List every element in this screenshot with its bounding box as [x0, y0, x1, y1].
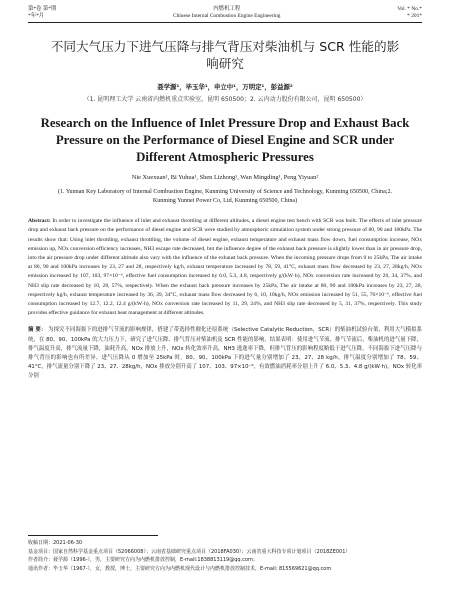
journal-name-cn: 内燃机工程: [213, 6, 241, 12]
footnote-funding: 基金项目：国家自然科学基金重点项目（52066008）；云南省基础研究重点项目（2018FA030）；云南省重大科技专项计划项目（2018ZE001）: [28, 548, 351, 555]
volume-issue-cn: 第*卷 第*期: [28, 6, 57, 12]
authors-cn: 聂学源¹，毕玉华¹，申立中¹，万明定¹，彭益源²: [157, 83, 293, 91]
running-head: [28, 0, 422, 20]
date-en: * 201*: [407, 13, 422, 19]
abstract-cn: [28, 326, 422, 381]
footnote-corresponding: 通讯作者：毕玉华（1967-），女，教授，博士，主要研究方向为内燃机现代设计与内燃机排放控制技术，E-mail: 815569621@qq.com: [28, 565, 332, 572]
paper-title-cn: 不同大气压力下进气压降与排气背压对柴油机与 SCR 性能的影响研究: [50, 39, 400, 71]
abstract-cn-label: 摘 要：: [28, 327, 47, 334]
date-cn: *年*月: [28, 13, 45, 19]
affiliations-en: (1. Yunnan Key Laboratory of Internal Combustion Engine, Kunming University of Science and Technology, Kunming 650500, China;2. Kunming Yunnei Power Co, Ltd, Kunming 650500, China): [57, 189, 393, 204]
journal-name-en: Chinese Internal Combustion Engine Engineering: [173, 13, 281, 19]
abstract-en: [28, 217, 422, 318]
paper-title-en: Research on the Influence of Inlet Pressure Drop and Exhaust Back Pressure on the Performance of Diesel Engine and SCR under Different Atmospheric Pressures: [40, 116, 410, 164]
footnotes: [28, 539, 422, 573]
abstract-en-text: In order to investigate the influence of inlet and exhaust throttling at different altitudes, a diesel engine test bench with SCR was built. The effects of inlet pressure drop and exhaust back pressure on the performance of diesel engine and SCR were studied by atmospheric simulation system under strong pressure of 80, 90 and 100kPa. The results show that: Using inlet throttling, exhaust throttling, the volume of diesel engine, exhaust temperature and exhaust mass flow down, fuel consumption increase, NOx emission up, NOx conversion efficiency increases, NH3 escape rate decreased, but the influence degree of the exhaust back pressure is slightly lower than in air pressure drop, into the air pressure drop under different altitude also vary with the influence of the exhaust back pressure. When the incoming pressure drops from 0 to 25kPa, The air intake at 80, 90 and 100kPa increases by 23, 27 and 28, respectively kg/h, exhaust temperature increased by 78, 59, 41°C, exhaust mass flow decreased by 23, 27, 28kg/h, NOx emission increased by 107, 103, 97×10⁻⁶, effective fuel consumption increased by 6.0, 5.3, 4.8, respectively g/(kW·h), NOx conversion rate increased by 20, 34, 37%, and NH3 slip rate decreased by 10, 28, 57%, respectively. When the exhaust back pressure increases by 25kPa, The air intake at 80, 90 and 100kPa increases by 23, 27, 28, respectively kg/h, exhaust temperature increased by 36, 39, 34°C, exhaust mass flow decreased by 6, 10, 10kg/h, NOx emission increased by 51, 55, 76×10⁻⁶, effective fuel consumption increased by 12.7, 12.2, 12.4 g/(kW·h), NOx conversion rate increased by 11, 29, 24%, and NH3 slip rate decreased by 5, 31, 37%, respectively. This study provides effective guidance for exhaust heat management at different altitudes.: [28, 218, 422, 317]
volume-issue-en: Vol. * No.*: [397, 6, 422, 12]
header-divider: [28, 22, 422, 23]
affiliations-cn: （1. 昆明理工大学 云南省内燃机重点实验室，昆明 650500；2. 云内动力股份有限公司，昆明 650500）: [83, 96, 367, 103]
authors-en: Nie Xuexuan¹, Bi Yuhua¹, Shen Lizhong¹, Wan Mingding¹, Peng Yiyuan²: [131, 174, 319, 181]
abstract-en-label: Abstract:: [28, 218, 51, 225]
abstract-cn-text: 为探究不同海拔下的进排气节流的影响规律，搭建了带选择性催化还原系统（Selective Catalytic Reduction，SCR）的柴油机试验台架，利用大气模拟系统，在 80、90、100kPa 的大力压力下，研究了进气压降、排气背压对柴油机及 SCR 性能的影响。结果表明：使用进气节流、排气节流后，柴油机的进气量下降，排气温度升高，排气流量下降，油耗升高，NOx 排放上升，NOx 转化效率升高，NH3 逃逸率下降，但排气背压的影响程度略低于进气压降，不同海拔下进气压降与排气背压的影响也有所差异。进气压降从 0 增加至 25kPa 时，80、90、100kPa 下的进气量分别增加了 23、27、28 kg/h，排气温度分别增加了 78、59、41°C，排气流量分别下降了 23、27、28kg/h，NOx 排放分别升高了 107、103、97×10⁻⁶，有效燃油消耗率分别上升了 6.0、5.3、4.8 g/(kW·h)，NOx 转化率分别: [28, 327, 422, 380]
footnote-divider: [28, 535, 158, 536]
footnote-received: 收稿日期：2021-06-30: [28, 540, 83, 546]
footnote-author-bio: 作者简介：聂学源（1996-），男，主要研究方向为内燃机排放控制，E-mail:1838813119@qq.com；: [28, 557, 258, 564]
